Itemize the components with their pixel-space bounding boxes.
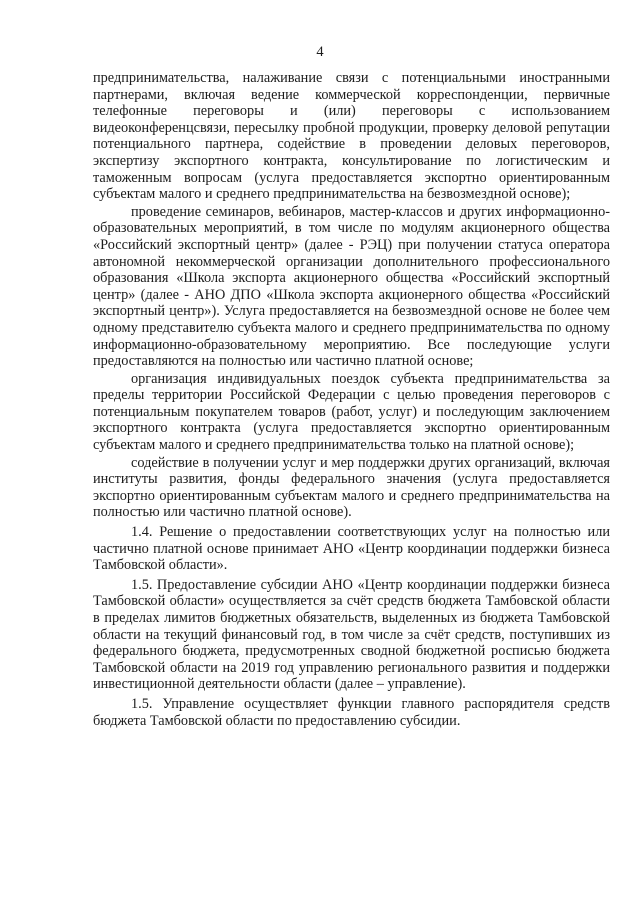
paragraph-1-5-b: 1.5. Управление осуществляет функции главного распорядителя средств бюджета Тамбовской области по предоставлению субсидии.	[93, 695, 610, 729]
paragraph-seminars: проведение семинаров, вебинаров, мастер-классов и других информационно-образовательных мероприятий, в том числе по модулям акционерного общества «Российский экспортный центр» (далее - РЭЦ) при получении статуса оператора автономной некоммерческой организации дополнительного профессионального образования «Школа экспорта акционерного общества «Российский экспортный центр» (далее - АНО ДПО «Школа экспорта акционерного общества «Российский экспортный центр»). Услуга предоставляется на безвозмездной основе не более чем одному представителю субъекта малого и среднего предпринимательства по одному информационно-образовательному мероприятию. Все последующие услуги предоставляются на полностью или частично платной основе;	[93, 203, 610, 370]
paragraph-1-5-a: 1.5. Предоставление субсидии АНО «Центр координации поддержки бизнеса Тамбовской области» осуществляется за счёт средств бюджета Тамбовской области в пределах лимитов бюджетных обязательств, выделенных из бюджета Тамбовской области на текущий финансовый год, в том числе за счёт средств, поступивших из федерального бюджета, предусмотренных сводной бюджетной росписью бюджета Тамбовской области на 2019 год управлению регионального развития и поддержки инвестиционной деятельности области (далее – управление).	[93, 576, 610, 693]
document-body	[93, 70, 610, 729]
paragraph-assistance: содействие в получении услуг и мер поддержки других организаций, включая институты развития, фонды федерального значения (услуга предоставляется экспортно ориентированным субъектам малого и среднего предпринимательства на полностью или частично платной основе).	[93, 454, 610, 521]
paragraph-trips: организация индивидуальных поездок субъекта предпринимательства за пределы территории Российской Федерации с целью проведения переговоров с потенциальным покупателем товаров (работ, услуг) и последующим заключением экспортного контракта (услуга предоставляется экспортно ориентированным субъектам малого и среднего предпринимательства только на платной основе);	[93, 370, 610, 454]
paragraph-1-4: 1.4. Решение о предоставлении соответствующих услуг на полностью или частично платной основе принимает АНО «Центр координации поддержки бизнеса Тамбовской области».	[93, 524, 610, 574]
paragraph-continuation: предпринимательства, налаживание связи с потенциальными иностранными партнерами, включая ведение коммерческой корреспонденции, первичные телефонные переговоры и (или) переговоры с использованием видеоконференцсвязи, пересылку пробной продукции, проверку деловой репутации потенциального партнера, содействие в проведении деловых переговоров, экспертизу экспортного контракта, консультирование по логистическим и таможенным вопросам (услуга предоставляется экспортно ориентированным субъектам малого и среднего предпринимательства на безвозмездной основе);	[93, 70, 610, 203]
page-number: 4	[316, 44, 324, 60]
